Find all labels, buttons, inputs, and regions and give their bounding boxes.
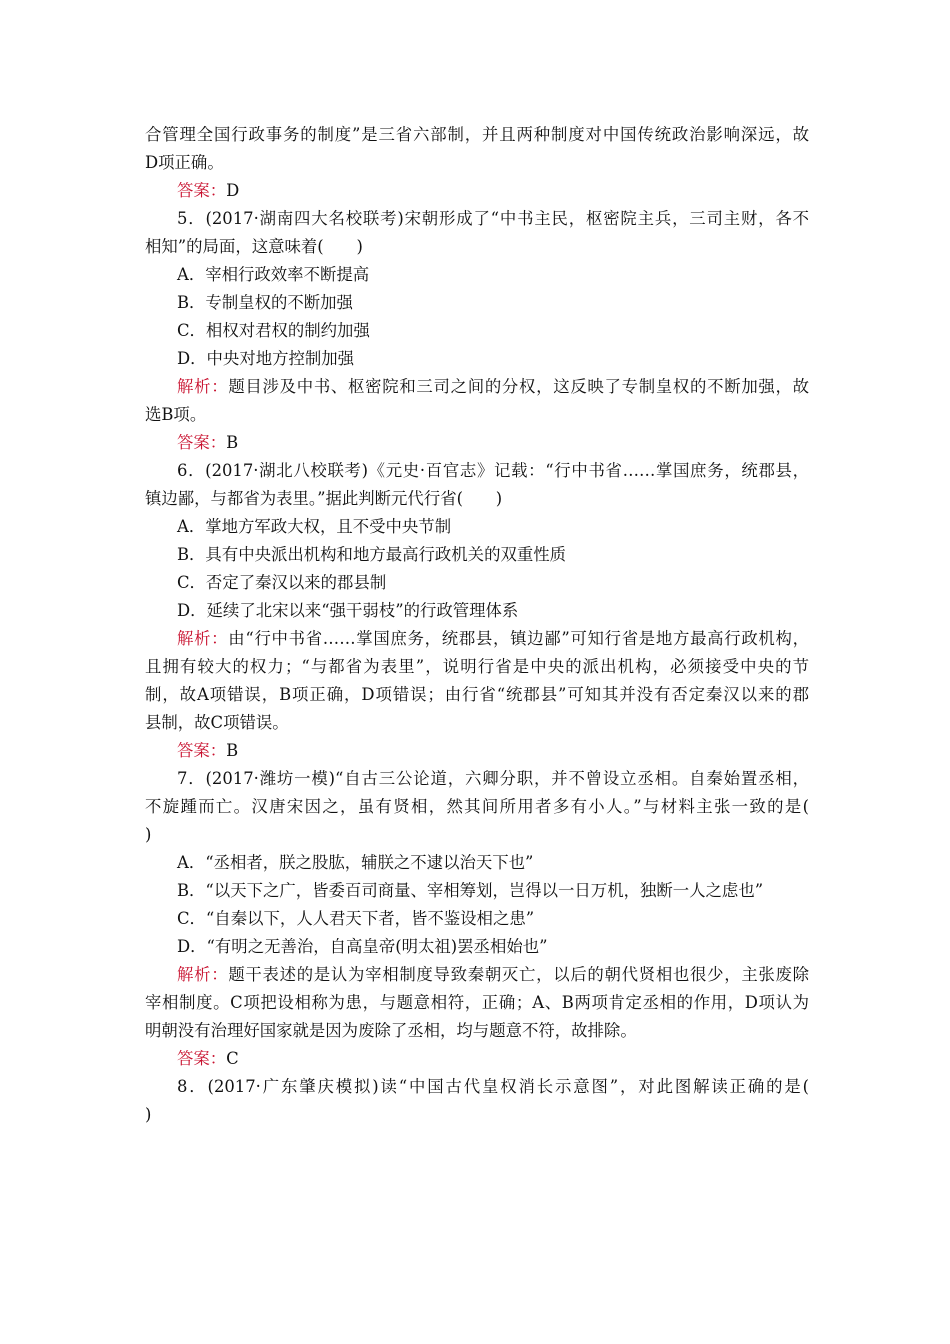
answer-label: 答案： <box>177 181 227 200</box>
analysis-continuation-line: 合管理全国行政事务的制度”是三省六部制，并且两种制度对中国传统政治影响深远，故 <box>145 125 809 144</box>
analysis-line <box>145 373 809 401</box>
option-d: D．“有明之无善治，自高皇帝(明太祖)罢丞相始也” <box>177 937 548 956</box>
option-d: D．中央对地方控制加强 <box>177 349 355 368</box>
analysis-line <box>145 625 809 653</box>
option-b: B．“以天下之广，皆委百司商量、宰相筹划，岂得以一日万机，独断一人之虑也” <box>177 881 764 900</box>
analysis-line: 且拥有较大的权力；“与都省为表里”，说明行省是中央的派出机构，必须接受中央的节 <box>145 657 809 676</box>
option-b: B．专制皇权的不断加强 <box>177 293 353 312</box>
answer-label: 答案： <box>177 1049 227 1068</box>
analysis-line: 县制，故C项错误。 <box>145 713 289 732</box>
answer-line <box>145 737 809 765</box>
answer-line <box>145 429 809 457</box>
question-stem-line: ) <box>145 1105 152 1124</box>
option-b: B．具有中央派出机构和地方最高行政机关的双重性质 <box>177 545 567 564</box>
option-c: C．相权对君权的制约加强 <box>177 321 370 340</box>
question-stem-line: 7．(2017·潍坊一模)“自古三公论道，六卿分职，并不曾设立丞相。自秦始置丞相， <box>177 769 809 788</box>
question-stem-line: 5．(2017·湖南四大名校联考)宋朝形成了“中书主民，枢密院主兵，三司主财，各不 <box>177 209 809 228</box>
option-a: A．掌地方军政大权，且不受中央节制 <box>177 517 452 536</box>
answer-label: 答案： <box>177 741 227 760</box>
analysis-line <box>145 961 809 989</box>
analysis-text: 由“行中书省……掌国庶务，统郡县，镇边鄙”可知行省是地方最高行政机构， <box>228 629 809 648</box>
analysis-text: 题干表述的是认为宰相制度导致秦朝灭亡，以后的朝代贤相也很少，主张废除 <box>228 965 809 984</box>
question-stem-line: 相知”的局面，这意味着( ) <box>145 237 363 256</box>
question-stem-line: ) <box>145 825 152 844</box>
analysis-line: 宰相制度。C项把设相称为患，与题意相符，正确；A、B两项肯定丞相的作用，D项认为 <box>145 993 809 1012</box>
analysis-label: 解析： <box>177 965 229 984</box>
option-c: C．“自秦以下，人人君天下者，皆不鉴设相之患” <box>177 909 535 928</box>
answer-value: C <box>226 1049 239 1068</box>
question-stem-line: 6．(2017·湖北八校联考)《元史·百官志》记载：“行中书省……掌国庶务，统郡县， <box>177 461 809 480</box>
document-body <box>145 121 809 1129</box>
answer-value: B <box>226 433 239 452</box>
answer-line <box>145 177 809 205</box>
question-stem-line: 镇边鄙，与都省为表里。”据此判断元代行省( ) <box>145 489 503 508</box>
analysis-continuation-line: D项正确。 <box>145 153 224 172</box>
option-c: C．否定了秦汉以来的郡县制 <box>177 573 387 592</box>
option-a: A．宰相行政效率不断提高 <box>177 265 370 284</box>
answer-value: D <box>226 181 240 200</box>
analysis-label: 解析： <box>177 629 229 648</box>
answer-value: B <box>226 741 239 760</box>
analysis-line: 选B项。 <box>145 405 207 424</box>
option-a: A．“丞相者，朕之股肱，辅朕之不逮以治天下也” <box>177 853 534 872</box>
option-d: D．延续了北宋以来“强干弱枝”的行政管理体系 <box>177 601 519 620</box>
analysis-line: 明朝没有治理好国家就是因为废除了丞相，均与题意不符，故排除。 <box>145 1021 637 1040</box>
analysis-line: 制，故A项错误，B项正确，D项错误；由行省“统郡县”可知其并没有否定秦汉以来的郡 <box>145 685 809 704</box>
answer-line <box>145 1045 809 1073</box>
question-stem-line: 8．(2017·广东肇庆模拟)读“中国古代皇权消长示意图”，对此图解读正确的是( <box>177 1077 809 1096</box>
answer-label: 答案： <box>177 433 227 452</box>
analysis-text: 题目涉及中书、枢密院和三司之间的分权，这反映了专制皇权的不断加强，故 <box>228 377 809 396</box>
question-stem-line: 不旋踵而亡。汉唐宋因之，虽有贤相，然其间所用者多有小人。”与材料主张一致的是( <box>145 797 809 816</box>
analysis-label: 解析： <box>177 377 229 396</box>
